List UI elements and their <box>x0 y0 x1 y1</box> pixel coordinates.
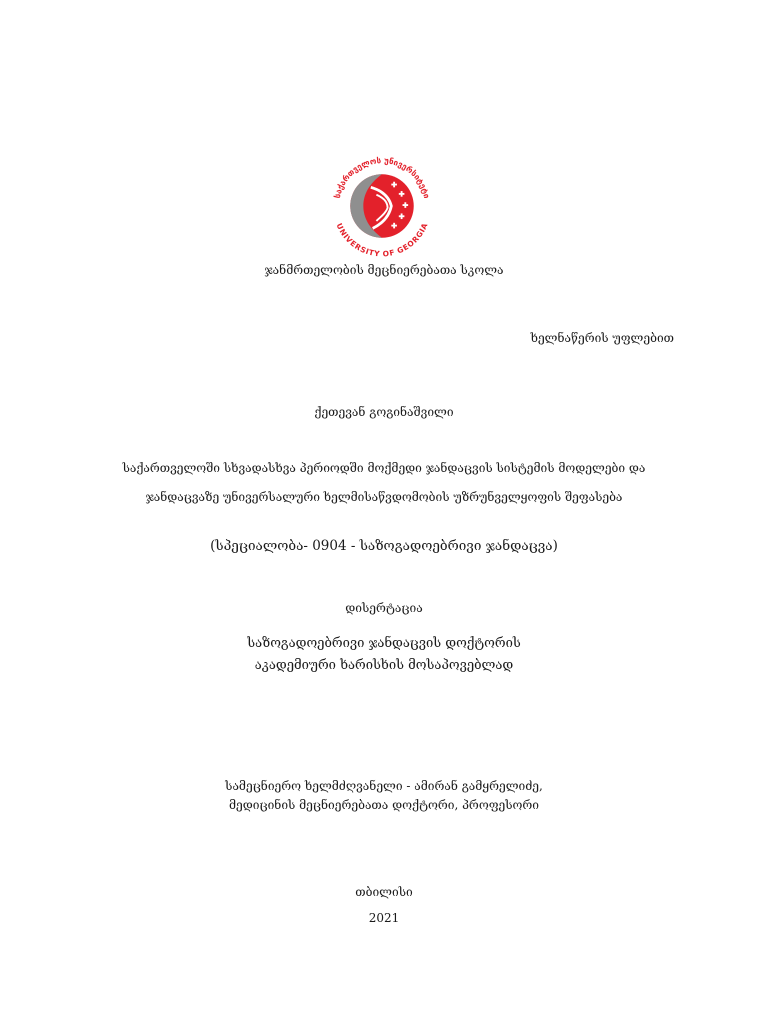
dissertation-title-line-1: საქართველოში სხვადასხვა პერიოდში მოქმედი ჯანდაცვის სისტემის მოდელები და <box>122 461 646 475</box>
degree-line-2: აკადემიური ხარისხის მოსაპოვებლად <box>254 658 514 673</box>
university-logo <box>326 150 438 262</box>
supervisor-line-2: მედიცინის მეცნიერებათა დოქტორი, პროფესორი <box>228 798 540 812</box>
author-name: ქეთევან გოგინაშვილი <box>314 405 454 419</box>
supervisor-line-1: სამეცნიერო ხელმძღვანელი - ამირან გამყრელიძე, <box>225 779 543 793</box>
dissertation-title-line-2: ჯანდაცვაზე უნივერსალური ხელმისაწვდომობის უზრუნველყოფის შეფასება <box>145 490 623 504</box>
city: თბილისი <box>355 885 413 899</box>
school-name: ჯანმრთელობის მეცნიერებათა სკოლა <box>264 263 504 277</box>
year: 2021 <box>368 911 400 925</box>
logo-arc-text-top: საქართველოს უნივერსიტეტი <box>332 156 432 200</box>
specialty: (სპეციალობა- 0904 - საზოგადოებრივი ჯანდაცვა) <box>210 538 558 554</box>
degree-line-1: საზოგადოებრივი ჯანდაცვის დოქტორის <box>247 636 521 651</box>
work-type: დისერტაცია <box>345 601 423 615</box>
logo-arc-text-bottom: UNIVERSITY OF GEORGIA <box>334 221 430 259</box>
manuscript-note: ხელნაწერის უფლებით <box>530 331 674 345</box>
